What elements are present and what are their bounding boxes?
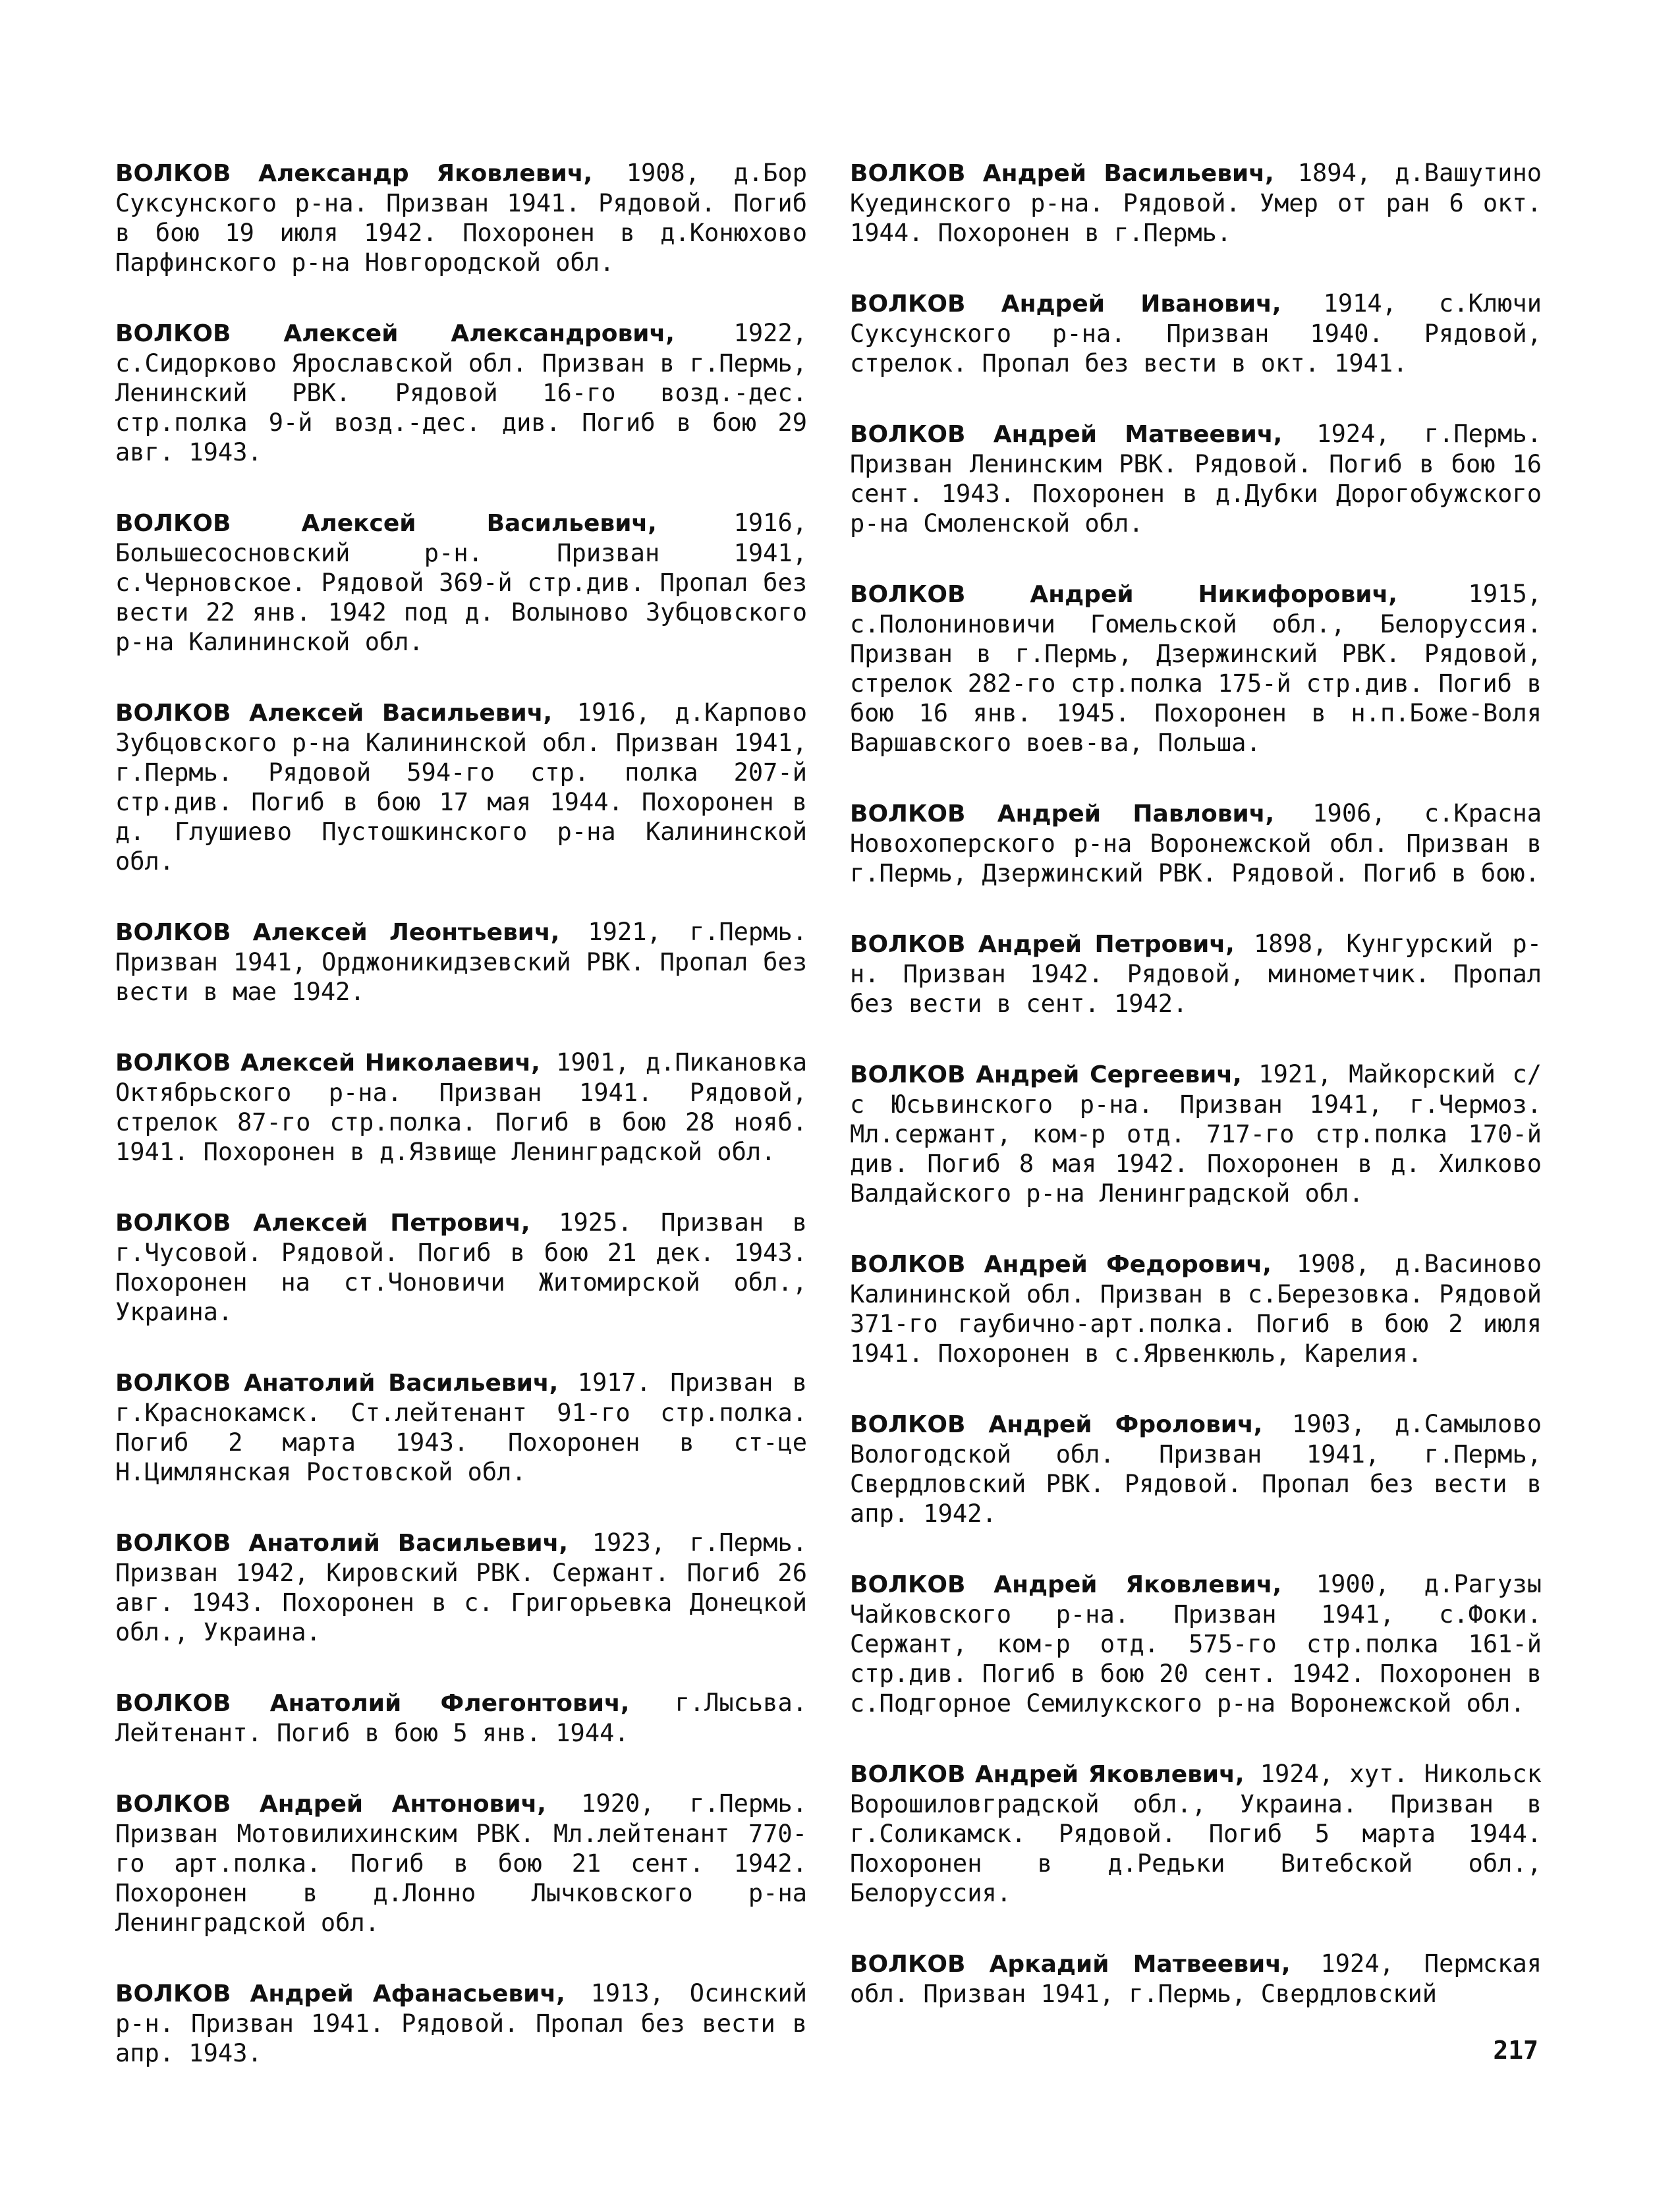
- entry: [850, 289, 1542, 378]
- entry-name: ВОЛКОВ Андрей Петрович,: [850, 931, 1235, 958]
- entry: [850, 158, 1542, 248]
- right-column: [850, 158, 1542, 2050]
- entry: [850, 929, 1542, 1019]
- entry: [850, 1759, 1542, 1908]
- entry-text: г.Лысьва. Лейтенант. Погиб в бою 5 янв. 1944.: [115, 1689, 808, 1747]
- entry-text: 1923, г.Пермь. Призван 1942, Кировский РВК. Сержант. Погиб 26 авг. 1943. Похоронен в с. Григорьевка Донецкой обл., Украина.: [115, 1528, 807, 1646]
- entry-text: 1915, с.Полониновичи Гомельской обл., Белоруссия. Призван в г.Пермь, Дзержинский РВК. Рядовой, стрелок 282-го стр.полка 175-й стр.див. Погиб в бою 16 янв. 1945. Похоронен в н.п.Боже-Воля Варшавского воев-ва, Польша.: [850, 580, 1542, 757]
- entry-name: ВОЛКОВ Андрей Иванович,: [850, 291, 1281, 318]
- entry-name: ВОЛКОВ Алексей Васильевич,: [115, 700, 553, 727]
- entry-name: ВОЛКОВ Алексей Николаевич,: [115, 1050, 540, 1077]
- entry-name: ВОЛКОВ Андрей Матвеевич,: [850, 421, 1283, 448]
- entry-name: ВОЛКОВ Андрей Павлович,: [850, 800, 1275, 827]
- entry-text: 1916, Большесосновский р-н. Призван 1941, с.Черновское. Рядовой 369-й стр.див. Пропал без вести 22 янв. 1942 под д. Волыново Зубцовского р-на Калининской обл.: [115, 509, 808, 656]
- entry-name: ВОЛКОВ Алексей Васильевич,: [115, 510, 657, 537]
- entry-text: 1924, Пермская обл. Призван 1941, г.Пермь, Свердловский: [850, 1949, 1542, 2008]
- entry: [115, 1688, 807, 1748]
- entry-text: 1922, с.Сидорково Ярославской обл. Призван в г.Пермь, Ленинский РВК. Рядовой 16-го возд.-дес. стр.полка 9-й возд.-дес. див. Погиб в бою 29 авг. 1943.: [115, 319, 808, 466]
- entry-text: 1913, Осинский р-н. Призван 1941. Рядовой. Пропал без вести в апр. 1943.: [115, 1979, 808, 2067]
- entry-name: ВОЛКОВ Алексей Леонтьевич,: [115, 919, 560, 946]
- entry-name: ВОЛКОВ Андрей Яковлевич,: [850, 1761, 1245, 1788]
- entry-name: ВОЛКОВ Андрей Яковлевич,: [850, 1571, 1282, 1598]
- entry: [850, 1409, 1542, 1528]
- entry-text: 1925. Призван в г.Чусовой. Рядовой. Погиб в бою 21 дек. 1943. Похоронен на ст.Чоновичи Житомирской обл., Украина.: [115, 1208, 807, 1326]
- entry: [115, 318, 807, 467]
- entry: [115, 1978, 807, 2068]
- entry: [115, 1208, 807, 1327]
- entry-name: ВОЛКОВ Андрей Федорович,: [850, 1251, 1272, 1278]
- entry-name: ВОЛКОВ Анатолий Васильевич,: [115, 1530, 569, 1557]
- entry-text: 1921, Майкорский с/с Юсьвинского р-на. Призван 1941, г.Чермоз. Мл.сержант, ком-р отд. 717-го стр.полка 170-й див. Погиб 8 мая 1942. Похоронен в д. Хилково Валдайского р-на Ленинградской обл.: [850, 1060, 1542, 1208]
- left-column: [115, 158, 807, 2109]
- entry: [115, 1528, 807, 1647]
- entry: [115, 508, 807, 657]
- entry: [115, 917, 807, 1007]
- page-number: 217: [1493, 2036, 1538, 2065]
- entry-text: 1924, г.Пермь. Призван Ленинским РВК. Рядовой. Погиб в бою 16 сент. 1943. Похоронен в д.Дубки Дорогобужского р-на Смоленской обл.: [850, 420, 1542, 538]
- entry-name: ВОЛКОВ Андрей Фролович,: [850, 1411, 1263, 1438]
- entry-text: 1901, д.Пикановка Октябрьского р-на. Призван 1941. Рядовой, стрелок 87-го стр.полка. Погиб в бою 28 нояб. 1941. Похоронен в д.Язвище Ленинградской обл.: [115, 1048, 807, 1166]
- entry-name: ВОЛКОВ Андрей Васильевич,: [850, 160, 1274, 187]
- entry-text: 1924, хут. Никольск Ворошиловградской обл., Украина. Призван в г.Соликамск. Рядовой. Погиб 5 марта 1944. Похоронен в д.Редьки Витебской обл., Белоруссия.: [850, 1760, 1542, 1907]
- entry-text: 1917. Призван в г.Краснокамск. Ст.лейтенант 91-го стр.полка. Погиб 2 марта 1943. Похоронен в ст-це Н.Цимлянская Ростовской обл.: [115, 1368, 807, 1486]
- entry-name: ВОЛКОВ Алексей Александрович,: [115, 320, 675, 347]
- entry: [115, 1789, 807, 1938]
- entry-text: 1900, д.Рагузы Чайковского р-на. Призван 1941, с.Фоки. Сержант, ком-р отд. 575-го стр.полка 161-й стр.див. Погиб в бою 20 сент. 1942. Похоронен в с.Подгорное Семилукского р-на Воронежской обл.: [850, 1570, 1542, 1718]
- entry-name: ВОЛКОВ Андрей Антонович,: [115, 1791, 546, 1818]
- entry: [850, 579, 1542, 758]
- entry-text: 1916, д.Карпово Зубцовского р-на Калининской обл. Призван 1941, г.Пермь. Рядовой 594-го стр. полка 207-й стр.див. Погиб в бою 17 мая 1944. Похоронен в д. Глушиево Пустошкинского р-на Калининской обл.: [115, 698, 807, 876]
- entry-text: 1920, г.Пермь. Призван Мотовилихинским РВК. Мл.лейтенант 770-го арт.полка. Погиб в бою 21 сент. 1942. Похоронен в д.Лонно Лычковского р-на Ленинградской обл.: [115, 1789, 808, 1937]
- entry-name: ВОЛКОВ Анатолий Флегонтович,: [115, 1690, 630, 1717]
- entry: [115, 1368, 807, 1487]
- entry-text: 1894, д.Вашутино Куединского р-на. Рядовой. Умер от ран 6 окт. 1944. Похоронен в г.Пермь.: [850, 159, 1542, 247]
- entry-text: 1903, д.Самылово Вологодской обл. Призван 1941, г.Пермь, Свердловский РВК. Рядовой. Пропал без вести в апр. 1942.: [850, 1410, 1542, 1528]
- entry-name: ВОЛКОВ Андрей Никифорович,: [850, 581, 1397, 608]
- entry: [850, 1059, 1542, 1208]
- entry: [850, 1949, 1542, 2009]
- entry: [850, 1249, 1542, 1368]
- entry-text: 1908, д.Бор Суксунского р-на. Призван 1941. Рядовой. Погиб в бою 19 июля 1942. Похоронен в д.Конюхово Парфинского р-на Новгородской обл.: [115, 159, 807, 277]
- entry: [115, 1048, 807, 1167]
- entry-text: 1908, д.Васиново Калининской обл. Призван в с.Березовка. Рядовой 371-го гаубично-арт.полка. Погиб в бою 2 июля 1941. Похоронен в с.Ярвенкюль, Карелия.: [850, 1250, 1542, 1368]
- entry-name: ВОЛКОВ Анатолий Васильевич,: [115, 1370, 559, 1397]
- entry: [850, 1569, 1542, 1718]
- entry: [115, 698, 807, 876]
- entry: [850, 419, 1542, 538]
- entry: [850, 798, 1542, 888]
- entry-name: ВОЛКОВ Андрей Афанасьевич,: [115, 1980, 565, 2007]
- entry-text: 1906, с.Красна Новохоперского р-на Воронежской обл. Призван в г.Пермь, Дзержинский РВК. Рядовой. Погиб в бою.: [850, 799, 1542, 887]
- entry-text: 1914, с.Ключи Суксунского р-на. Призван 1940. Рядовой, стрелок. Пропал без вести в окт. 1941.: [850, 289, 1542, 378]
- entry-name: ВОЛКОВ Андрей Сергеевич,: [850, 1061, 1242, 1088]
- entry-text: 1898, Кунгурский р-н. Призван 1942. Рядовой, минометчик. Пропал без вести в сент. 1942.: [850, 930, 1542, 1018]
- entry-name: ВОЛКОВ Алексей Петрович,: [115, 1210, 530, 1237]
- entry: [115, 158, 807, 277]
- entry-name: ВОЛКОВ Аркадий Матвеевич,: [850, 1951, 1291, 1978]
- entry-text: 1921, г.Пермь. Призван 1941, Орджоникидзевский РВК. Пропал без вести в мае 1942.: [115, 918, 808, 1006]
- entry-name: ВОЛКОВ Александр Яковлевич,: [115, 160, 593, 187]
